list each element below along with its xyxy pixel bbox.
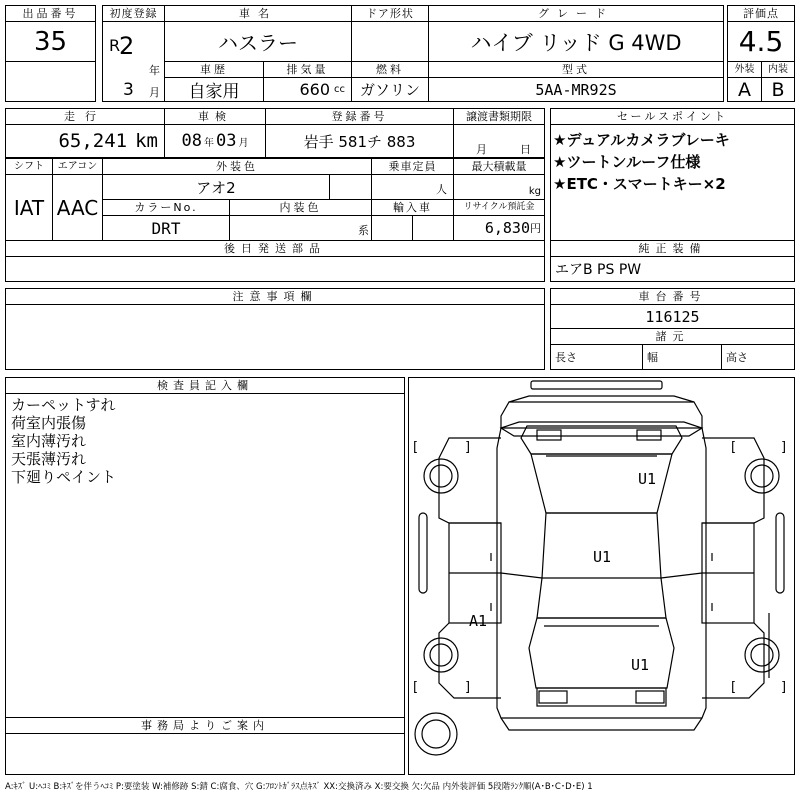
car-diagram-svg xyxy=(409,378,794,774)
fuel-value: ガソリン xyxy=(351,77,429,102)
int-grade-value: B xyxy=(761,77,795,102)
capacity-label: 乗車定員 xyxy=(371,158,454,175)
inspection-month-unit: 月 xyxy=(238,137,249,149)
later-parts-label: 後日発送部品 xyxy=(5,240,545,257)
displacement-value: 660 xyxy=(299,80,330,99)
ext-color-value: アオ2 xyxy=(102,174,330,200)
diagram-bracket-right-1: ] xyxy=(465,440,471,455)
fuel-label: 燃料 xyxy=(351,61,429,78)
max-load-unit: kg xyxy=(453,174,545,200)
door-value xyxy=(351,21,429,62)
plate-label: 登録番号 xyxy=(265,108,454,125)
inspector-label: 検査員記入欄 xyxy=(5,377,405,394)
ext-grade-value: A xyxy=(727,77,762,102)
diagram-bracket-right-2: ] xyxy=(781,440,787,455)
grade-label: グレード xyxy=(428,5,724,22)
transfer-day-unit: 日 xyxy=(520,143,531,156)
specs-width: 幅 xyxy=(642,344,722,370)
car-name-value: ハスラー xyxy=(164,21,352,62)
specs-label: 諸元 xyxy=(550,328,795,345)
inspector-line-5: 下廻りペイント xyxy=(11,468,117,486)
inspector-line-3: 室内薄汚れ xyxy=(11,432,87,450)
plate-value: 岩手 581チ 883 xyxy=(265,124,454,158)
mileage-unit: km xyxy=(135,130,158,152)
int-color-unit: 系 xyxy=(229,215,372,241)
sales-point-3: ★ETC・スマートキー×2 xyxy=(553,175,726,193)
diagram-bracket-right-3: ] xyxy=(465,680,471,695)
inspection-box xyxy=(164,124,266,158)
model-label: 型式 xyxy=(428,61,724,78)
first-reg-year-unit: 年 xyxy=(149,64,160,77)
chassis-value: 116125 xyxy=(550,304,795,329)
sales-points-label: セールスポイント xyxy=(550,108,795,125)
inspection-month: 03 xyxy=(216,131,237,151)
diagram-bracket-left-2: [ xyxy=(731,440,737,455)
recycle-value: 6,830 xyxy=(484,219,530,237)
first-reg-year: 2 xyxy=(119,32,135,60)
import-box-1 xyxy=(371,215,413,241)
inspector-box xyxy=(5,393,405,718)
sales-points-box xyxy=(550,124,795,241)
diagram-bracket-left-1: [ xyxy=(413,440,419,455)
specs-height: 高さ xyxy=(721,344,795,370)
transfer-label: 譲渡書類期限 xyxy=(453,108,545,125)
transfer-box xyxy=(453,124,545,158)
mileage-box xyxy=(5,124,165,158)
car-name-label: 車名 xyxy=(164,5,352,22)
int-grade-label: 内装 xyxy=(761,61,795,78)
int-color-label: 内装色 xyxy=(229,199,372,216)
first-reg-box xyxy=(102,21,165,102)
ext-color-extra xyxy=(329,174,372,200)
first-reg-month-unit: 月 xyxy=(149,86,160,99)
history-label: 車歴 xyxy=(164,61,264,78)
inspection-year-unit: 年 xyxy=(204,137,214,149)
import-box-2 xyxy=(412,215,454,241)
recycle-box xyxy=(453,215,545,241)
inspection-label: 車検 xyxy=(164,108,266,125)
grade-value: ハイブ リッド G 4WD xyxy=(428,21,724,62)
ext-color-label: 外装色 xyxy=(102,158,372,175)
capacity-unit: 人 xyxy=(371,174,454,200)
diagram-mark-left: A1 xyxy=(469,612,488,630)
diagram-bracket-right-4: ] xyxy=(781,680,787,695)
ac-value: AAC xyxy=(52,174,103,241)
inspector-line-4: 天張薄汚れ xyxy=(11,450,87,468)
genuine-value: エアB PS PW xyxy=(550,256,795,282)
specs-length: 長さ xyxy=(550,344,643,370)
inspector-line-1: カーペットすれ xyxy=(11,396,116,414)
notes-value xyxy=(5,304,545,370)
score-value: 4.5 xyxy=(727,21,795,62)
diagram-mark-center: U1 xyxy=(593,548,612,566)
inspector-line-2: 荷室内張傷 xyxy=(11,414,87,432)
model-value: 5AA-MR92S xyxy=(428,77,724,102)
first-reg-label: 初度登録 xyxy=(102,5,165,22)
notes-label: 注意事項欄 xyxy=(5,288,545,305)
recycle-unit: 円 xyxy=(530,222,541,235)
mileage-value: 65,241 xyxy=(58,130,128,152)
sales-point-2: ★ツートンルーフ仕様 xyxy=(553,153,701,171)
import-label: 輸入車 xyxy=(371,199,454,216)
shift-label: シフト xyxy=(5,158,53,175)
shift-value: IAT xyxy=(5,174,53,241)
first-reg-month: 3 xyxy=(123,80,134,100)
max-load-label: 最大積載量 xyxy=(453,158,545,175)
lot-blank xyxy=(5,61,96,102)
lot-label: 出品番号 xyxy=(5,5,96,22)
transfer-month-unit: 月 xyxy=(476,143,487,156)
score-label: 評価点 xyxy=(727,5,795,22)
door-label: ドア形状 xyxy=(351,5,429,22)
history-value: 自家用 xyxy=(164,77,264,102)
displacement-label: 排気量 xyxy=(263,61,352,78)
ac-label: エアコン xyxy=(52,158,103,175)
lot-value: 35 xyxy=(5,21,96,62)
diagram-mark-rear: U1 xyxy=(631,656,650,674)
genuine-label: 純正装備 xyxy=(550,240,795,257)
color-no-value: DRT xyxy=(102,215,230,241)
first-reg-era: R xyxy=(109,36,121,55)
legend: A:ｷｽﾞ U:ﾍｺﾐ B:ｷｽﾞを伴うﾍｺﾐ P:要塗装 W:補修跡 S:錆 C:腐食、穴 G:ﾌﾛﾝﾄｶﾞﾗｽ点ｷｽﾞ XX:交換済み X:要交換 欠:欠品 内外装評価 5段階ﾗﾝｸ順(A･B･C･D･E) 1 xyxy=(5,782,593,792)
ext-grade-label: 外装 xyxy=(727,61,762,78)
car-diagram xyxy=(408,377,795,775)
displacement-unit: cc xyxy=(334,84,345,95)
office-label: 事務局よりご案内 xyxy=(5,717,405,734)
later-parts-value xyxy=(5,256,545,282)
color-no-label: カラーNo. xyxy=(102,199,230,216)
diagram-bracket-left-4: [ xyxy=(731,680,737,695)
sales-point-1: ★デュアルカメラブレーキ xyxy=(553,131,730,149)
diagram-bracket-left-3: [ xyxy=(413,680,419,695)
office-value xyxy=(5,733,405,775)
inspection-year: 08 xyxy=(181,131,202,151)
mileage-label: 走行 xyxy=(5,108,165,125)
recycle-label: リサイクル預託金 xyxy=(453,199,545,216)
diagram-mark-roof: U1 xyxy=(638,470,657,488)
displacement-box xyxy=(263,77,352,102)
chassis-label: 車台番号 xyxy=(550,288,795,305)
